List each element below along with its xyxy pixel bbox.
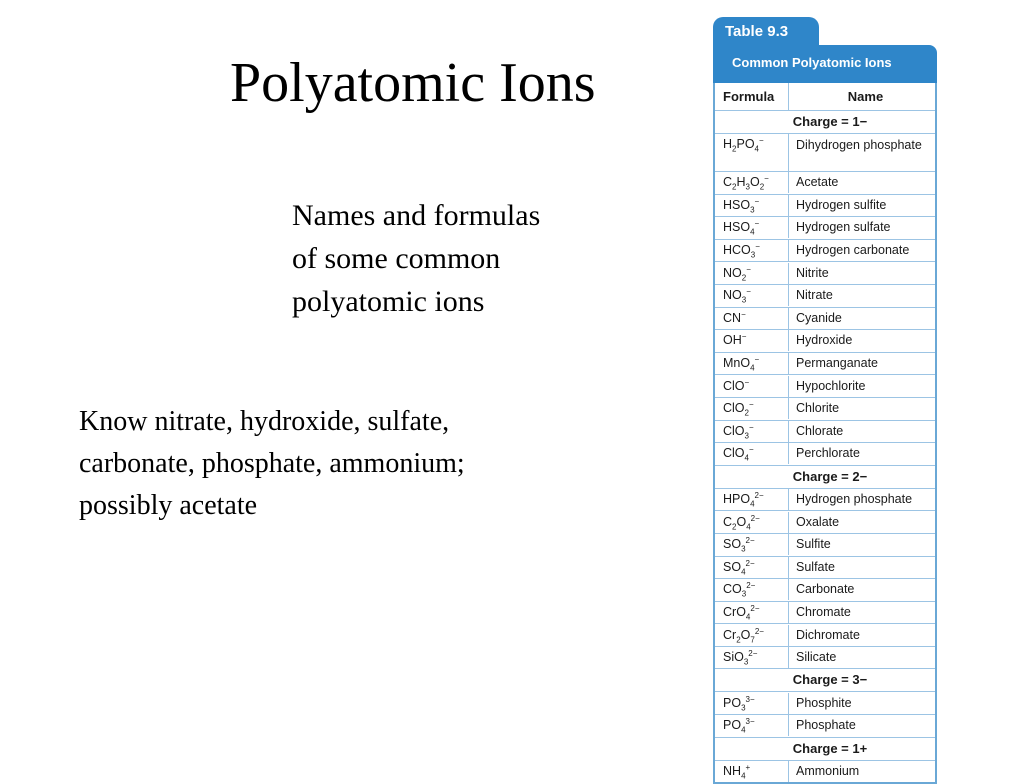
ion-name: Chlorate bbox=[796, 423, 844, 438]
ion-name: Permanganate bbox=[796, 356, 879, 371]
ion-formula: CrO$_4^{2-}$ bbox=[715, 602, 789, 623]
ion-formula: MnO$_4$− bbox=[715, 353, 789, 374]
ion-name: Sulfate bbox=[796, 559, 835, 574]
ion-name: Ammonium bbox=[796, 763, 860, 778]
table-row bbox=[715, 420, 935, 443]
ion-name: Silicate bbox=[796, 650, 837, 665]
subtitle-line: polyatomic ions bbox=[292, 285, 485, 318]
table-row bbox=[715, 239, 935, 262]
page-title: Polyatomic Ions bbox=[230, 52, 596, 114]
ion-name: Cyanide bbox=[796, 310, 842, 325]
table-row bbox=[715, 307, 935, 330]
note-line: possibly acetate bbox=[79, 490, 258, 521]
ion-formula: $NH_4^+$ bbox=[715, 761, 789, 782]
ion-table bbox=[713, 17, 937, 781]
study-note bbox=[79, 401, 465, 527]
ion-formula: ClO$_4$− bbox=[715, 443, 789, 464]
table-row bbox=[715, 216, 935, 239]
table-row bbox=[715, 194, 935, 217]
ion-formula: $HCO_3^-$ bbox=[715, 240, 789, 261]
charge-label: Charge = 1+ bbox=[792, 740, 868, 756]
table-row bbox=[715, 533, 935, 556]
ion-name: Chromate bbox=[796, 604, 851, 619]
table-row bbox=[715, 623, 935, 646]
table-row bbox=[715, 329, 935, 352]
subtitle-line: of some common bbox=[292, 242, 501, 275]
charge-label: Charge = 2− bbox=[792, 468, 868, 484]
ion-formula: $C_2O_4^{2-}$ bbox=[715, 512, 789, 533]
ion-name: Phosphite bbox=[796, 695, 852, 710]
ion-name: Sulfite bbox=[796, 537, 831, 552]
table-row bbox=[715, 601, 935, 624]
ion-formula: $C_2H_3O_2^-$ bbox=[715, 172, 789, 193]
column-header-formula: Formula bbox=[715, 83, 789, 110]
ion-formula: ClO$_3$− bbox=[715, 421, 789, 442]
ion-name: Hydrogen sulfite bbox=[796, 197, 887, 212]
ion-formula: $HSO_4^-$ bbox=[715, 217, 789, 238]
table-row bbox=[715, 714, 935, 737]
charge-label: Charge = 3− bbox=[792, 672, 868, 688]
ion-name: Nitrite bbox=[796, 265, 829, 280]
ion-name: Nitrate bbox=[796, 288, 833, 303]
charge-group-header bbox=[715, 110, 935, 133]
table-row bbox=[715, 374, 935, 397]
table-body bbox=[713, 83, 937, 784]
table-row bbox=[715, 556, 935, 579]
table-row bbox=[715, 578, 935, 601]
ion-formula: SiO$_3^{2-}$ bbox=[715, 647, 789, 668]
table-row bbox=[715, 171, 935, 194]
table-row bbox=[715, 442, 935, 465]
subtitle-line: Names and formulas bbox=[292, 199, 541, 232]
ion-name: Oxalate bbox=[796, 514, 840, 529]
table-row bbox=[715, 691, 935, 714]
ion-formula: $HPO_4^{2-}$ bbox=[715, 489, 789, 510]
ion-name: Dihydrogen phosphate bbox=[796, 138, 922, 152]
table-row bbox=[715, 510, 935, 533]
table-number-tab: Table 9.3 bbox=[713, 17, 819, 47]
ion-name: Hydrogen sulfate bbox=[796, 220, 891, 235]
ion-formula: $PO_3^{3-}$ bbox=[715, 693, 789, 714]
table-row bbox=[715, 352, 935, 375]
ion-name: Perchlorate bbox=[796, 446, 860, 461]
table-row bbox=[715, 397, 935, 420]
table-row bbox=[715, 760, 935, 783]
table-row bbox=[715, 284, 935, 307]
ion-formula: $SO_4^{2-}$ bbox=[715, 557, 789, 578]
ion-formula: $CO_3^{2-}$ bbox=[715, 579, 789, 600]
ion-name: Hypochlorite bbox=[796, 378, 866, 393]
ion-formula: $PO_4^{3-}$ bbox=[715, 715, 789, 736]
ion-formula: $HSO_3^-$ bbox=[715, 195, 789, 216]
column-headers bbox=[715, 83, 935, 110]
ion-formula: $SO_3^{2-}$ bbox=[715, 534, 789, 555]
ion-name: Phosphate bbox=[796, 718, 856, 733]
ion-formula: OH− bbox=[715, 330, 789, 351]
note-line: Know nitrate, hydroxide, sulfate, bbox=[79, 406, 450, 437]
charge-label: Charge = 1− bbox=[792, 114, 868, 129]
charge-group-header bbox=[715, 668, 935, 691]
subtitle bbox=[292, 194, 540, 323]
column-header-name: Name bbox=[847, 88, 884, 104]
ion-name: Dichromate bbox=[796, 627, 860, 642]
table-row bbox=[715, 133, 935, 171]
ion-formula: $H_2PO_4^-$ bbox=[715, 134, 789, 171]
charge-group-header bbox=[715, 465, 935, 488]
ion-name: Hydrogen carbonate bbox=[796, 243, 910, 258]
ion-formula: $Cr_2O_7^{2-}$ bbox=[715, 625, 789, 646]
table-row bbox=[715, 488, 935, 511]
ion-formula: ClO$_2$− bbox=[715, 398, 789, 419]
ion-formula: ClO− bbox=[715, 376, 789, 397]
note-line: carbonate, phosphate, ammonium; bbox=[79, 448, 465, 479]
ion-formula: $NO_3^-$ bbox=[715, 285, 789, 306]
charge-group-header bbox=[715, 737, 935, 760]
ion-name: Hydroxide bbox=[796, 333, 853, 348]
table-row bbox=[715, 261, 935, 284]
table-row bbox=[715, 646, 935, 669]
ion-name: Acetate bbox=[796, 175, 839, 190]
table-header: Common Polyatomic Ions bbox=[713, 45, 937, 83]
ion-formula: CN− bbox=[715, 308, 789, 329]
ion-name: Hydrogen phosphate bbox=[796, 492, 913, 507]
ion-name: Carbonate bbox=[796, 582, 855, 597]
ion-name: Chlorite bbox=[796, 401, 840, 416]
ion-formula: $NO_2^-$ bbox=[715, 263, 789, 284]
